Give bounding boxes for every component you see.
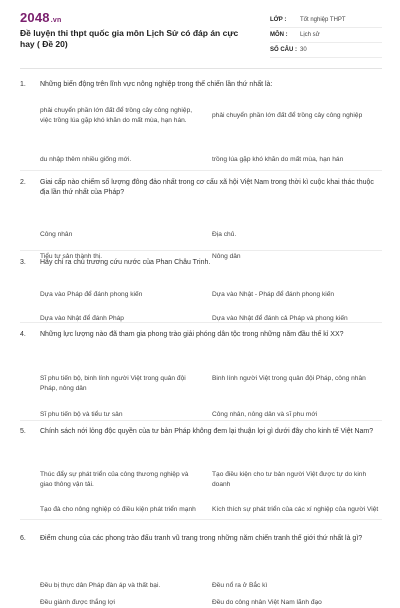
option-b[interactable]: phải chuyển phần lớn đất để trồng cây công nghiệp xyxy=(212,112,363,119)
question-number: 3. xyxy=(20,259,26,266)
option-a[interactable]: Thúc đẩy sự phát triển của công thương nghiệp và giao thông vận tải. xyxy=(40,471,189,488)
option-d[interactable]: Công nhân, nông dân và sĩ phu mới xyxy=(212,411,318,418)
question-number: 1. xyxy=(20,81,26,88)
option-c[interactable]: Sĩ phu tiến bộ và tiểu tư sản xyxy=(40,411,123,418)
option-d[interactable]: Nông dân xyxy=(212,253,241,260)
meta-value: 30 xyxy=(300,47,307,53)
option-a[interactable]: Sĩ phu tiến bộ, binh lính người Việt trong quân đội Pháp, nông dân xyxy=(40,375,186,392)
question-number: 2. xyxy=(20,179,26,186)
question-number: 5. xyxy=(20,428,26,435)
question-number: 4. xyxy=(20,331,26,338)
meta-row-count xyxy=(270,43,382,58)
question-divider xyxy=(20,170,382,171)
question-prompt: Những lực lượng nào đã tham gia phong trào giải phóng dân tộc trong những năm đầu thế kỉ XX? xyxy=(40,331,344,338)
question-prompt: Những biến động trên lĩnh vực nông nghiệp trong thế chiến lần thứ nhất là: xyxy=(40,81,273,88)
question-divider xyxy=(20,322,382,323)
logo-suffix: .vn xyxy=(50,17,62,24)
question-number: 6. xyxy=(20,535,26,542)
question-prompt: Điểm chung của các phong trào đấu tranh vũ trang trong những năm chiến tranh thế giới thứ nhất là gì? xyxy=(40,535,363,542)
option-b[interactable]: Đều nổ ra ở Bắc kì xyxy=(212,582,268,589)
question-text xyxy=(20,534,382,544)
option-c[interactable]: Tạo đà cho nông nghiệp có điều kiện phát triển mạnh xyxy=(40,506,196,513)
meta-row-subject xyxy=(270,28,382,43)
question-3 xyxy=(20,258,382,322)
question-divider xyxy=(20,250,382,251)
question-1 xyxy=(20,80,382,163)
question-2 xyxy=(20,178,382,260)
site-logo[interactable] xyxy=(20,10,61,25)
question-prompt: Giai cấp nào chiếm số lượng đông đảo nhất trong cơ cấu xã hội Việt Nam trong thời kì cuộc khai thác thuộc địa lần thứ nhất của Pháp? xyxy=(40,179,374,196)
option-b[interactable]: Tạo điều kiện cho tư bản người Việt được tự do kinh doanh xyxy=(212,471,367,488)
document-meta xyxy=(270,13,382,58)
option-c[interactable]: Đều giành được thắng lợi xyxy=(40,599,116,606)
header-divider xyxy=(20,68,382,69)
option-d[interactable]: Kích thích sự phát triển của các xí nghiệp của người Việt xyxy=(212,506,379,513)
option-b[interactable]: Dựa vào Nhật - Pháp để đánh phong kiến xyxy=(212,291,335,298)
option-c[interactable]: Dựa vào Nhật để đánh Pháp xyxy=(40,315,124,322)
question-text xyxy=(20,258,382,268)
option-a[interactable]: Dựa vào Pháp để đánh phong kiến xyxy=(40,291,143,298)
option-b[interactable]: Địa chủ. xyxy=(212,231,237,238)
logo-text: 2048 xyxy=(20,10,50,25)
option-b[interactable]: Binh lính người Việt trong quân đội Pháp, công nhân xyxy=(212,375,366,382)
question-text xyxy=(20,330,382,340)
question-text xyxy=(20,427,382,437)
meta-row-grade xyxy=(270,13,382,28)
option-d[interactable]: trồng lúa gặp khó khăn do mất mùa, hạn hán xyxy=(212,156,344,163)
option-c[interactable]: Tiểu tư sản thành thị. xyxy=(40,253,103,260)
question-prompt: Hãy chỉ ra chủ trương cứu nước của Phan Châu Trinh. xyxy=(40,259,211,266)
meta-key: MÔN : xyxy=(270,32,288,38)
question-6 xyxy=(20,534,382,606)
option-a[interactable]: Đều bị thực dân Pháp đàn áp và thất bại. xyxy=(40,582,161,589)
option-c[interactable]: du nhập thêm nhiều giống mới. xyxy=(40,156,132,163)
document-header xyxy=(20,10,382,62)
option-d[interactable]: Đều do công nhân Việt Nam lãnh đạo xyxy=(212,599,322,606)
meta-key: SỐ CÂU : xyxy=(270,47,297,53)
option-d[interactable]: Dựa vào Nhật để đánh cả Pháp và phong kiến xyxy=(212,315,348,322)
meta-value: Lịch sử xyxy=(300,32,320,38)
meta-key: LỚP : xyxy=(270,17,287,23)
option-a[interactable]: Công nhân xyxy=(40,231,73,238)
question-text xyxy=(20,80,382,90)
question-5 xyxy=(20,427,382,513)
option-a[interactable]: phải chuyển phần lớn đất để trồng cây công nghiệp, việc trồng lúa gặp khó khăn do mất mùa, hạn hán. xyxy=(40,107,193,124)
document-title: Đề luyện thi thpt quốc gia môn Lịch Sử có đáp án cực hay ( Đề 20) xyxy=(20,28,239,49)
question-divider xyxy=(20,420,382,421)
question-text xyxy=(20,178,382,198)
question-divider xyxy=(20,519,382,520)
meta-value: Tốt nghiệp THPT xyxy=(300,17,346,23)
question-4 xyxy=(20,330,382,418)
question-prompt: Chính sách nới lỏng độc quyền của tư bản Pháp không đem lại thuận lợi gì dưới đây cho kinh tế Việt Nam? xyxy=(40,428,374,435)
